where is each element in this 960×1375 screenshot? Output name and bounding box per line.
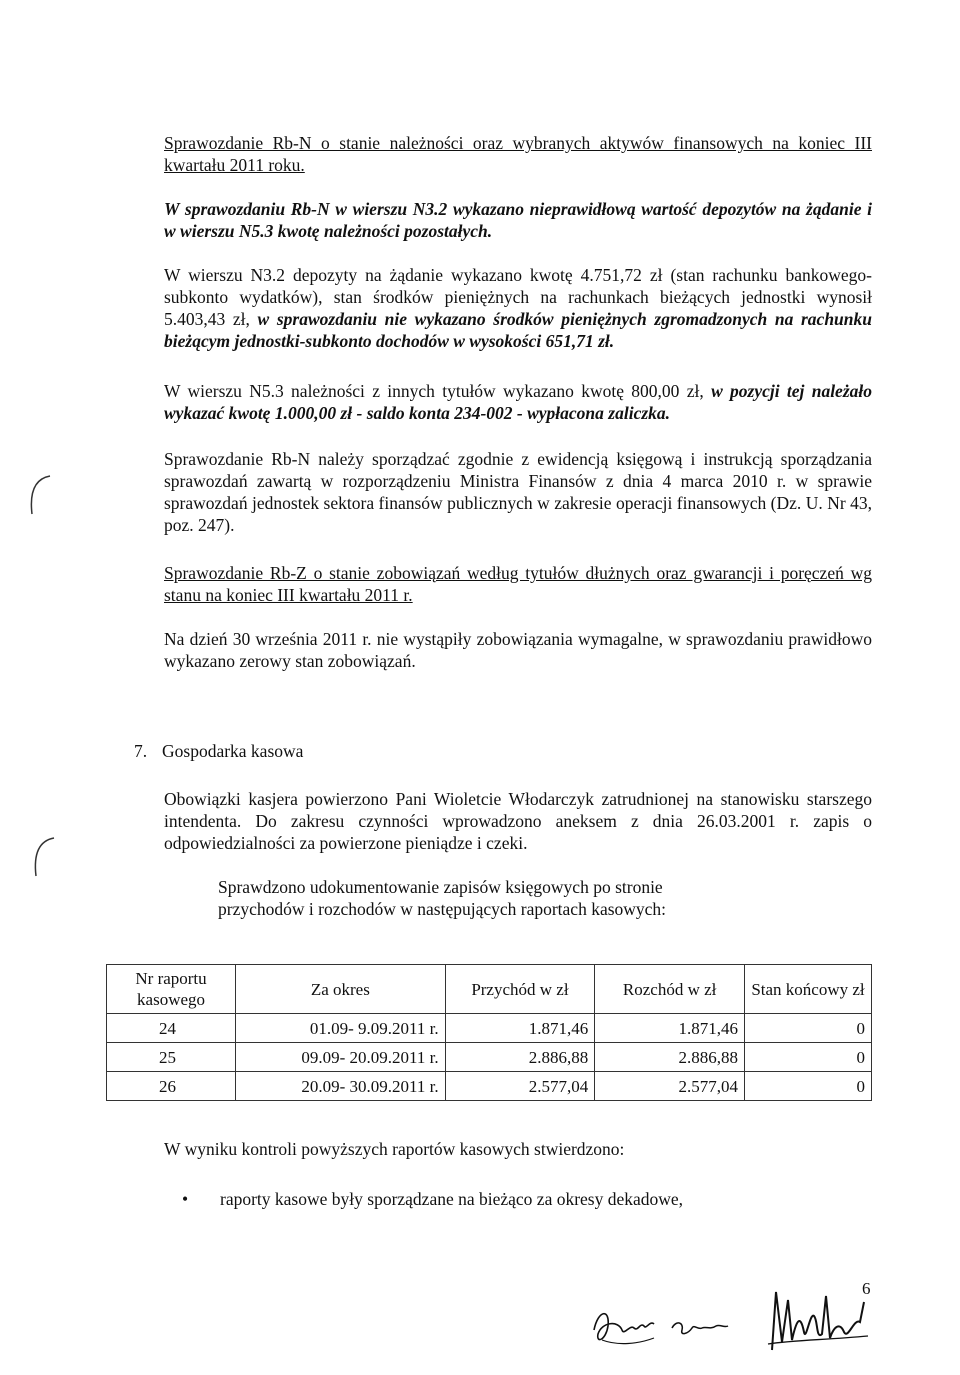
table-cell: 20.09- 30.09.2011 r. [236, 1072, 446, 1101]
table-cell: 2.577,04 [445, 1072, 595, 1101]
table-cell: 01.09- 9.09.2011 r. [236, 1014, 446, 1043]
table-cell: 26 [107, 1072, 236, 1101]
table-cell: 1.871,46 [445, 1014, 595, 1043]
rbn-paragraph-2 [164, 380, 872, 424]
rbn-finding: W sprawozdaniu Rb-N w wierszu N3.2 wykazano nieprawidłową wartość depozytów na żądanie i w wierszu N5.3 kwotę należności pozostałych. [164, 199, 872, 241]
table-cell: 0 [744, 1043, 871, 1072]
table-cell: 2.886,88 [595, 1043, 745, 1072]
rbn-paragraph-2-emphasis: w pozycji tej należało wykazać kwotę 1.000,00 zł - saldo konta 234-002 - wypłacona zaliczka. [164, 381, 872, 423]
section-7-paragraph-1: Obowiązki kasjera powierzono Pani Wioletcie Włodarczyk zatrudnionej na stanowisku starszego intendenta. Do zakresu czynności wprowadzono aneksem z dnia 26.03.2001 r. zapis o odpowiedzialności za powierzone pieniądze i czeki. [164, 789, 872, 853]
table-row [107, 1014, 872, 1043]
table-header-cell: Przychód w zł [445, 965, 595, 1014]
list-item-text: raporty kasowe były sporządzane na bieżąco za okresy dekadowe, [220, 1189, 684, 1209]
table-cell: 2.577,04 [595, 1072, 745, 1101]
table-header-cell: Za okres [236, 965, 446, 1014]
table-cell: 0 [744, 1072, 871, 1101]
section-7-number: 7. [134, 741, 148, 761]
table-cell: 24 [107, 1014, 236, 1043]
bullet-icon: • [182, 1189, 189, 1209]
section-7-heading [134, 740, 303, 762]
section-7-intro: Sprawdzono udokumentowanie zapisów księgowych po stronie przychodów i rozchodów w następujących raportach kasowych: [218, 877, 667, 919]
table-header-row [107, 965, 872, 1014]
scan-margin-mark-icon [22, 470, 52, 520]
rbn-section-title: Sprawozdanie Rb-N o stanie należności oraz wybranych aktywów finansowych na koniec III kwartału 2011 roku. [164, 133, 872, 175]
section-7-title: Gospodarka kasowa [162, 741, 304, 761]
table-cell: 1.871,46 [595, 1014, 745, 1043]
list-item [182, 1188, 872, 1210]
table-header-cell: Stan końcowy zł [744, 965, 871, 1014]
table-header-cell: Rozchód w zł [595, 965, 745, 1014]
rbn-paragraph-3: Sprawozdanie Rb-N należy sporządzać zgodnie z ewidencją księgową i instrukcją sporządzania sprawozdań zawartą w rozporządzeniu Ministra Finansów z dnia 4 marca 2010 r. w sprawie sprawozdań jednostek sektora finansów publicznych w zakresie operacji finansowych (Dz. U. Nr 43, poz. 247). [164, 449, 872, 535]
table-row [107, 1043, 872, 1072]
rbz-paragraph-1: Na dzień 30 września 2011 r. nie wystąpiły zobowiązania wymagalne, w sprawozdaniu prawidłowo wykazano zerowy stan zobowiązań. [164, 629, 872, 671]
rbz-section-title: Sprawozdanie Rb-Z o stanie zobowiązań według tytułów dłużnych oraz gwarancji i poręczeń wg stanu na koniec III kwartału 2011 r. [164, 563, 872, 605]
table-cell: 2.886,88 [445, 1043, 595, 1072]
rbn-paragraph-1 [164, 264, 872, 352]
rbn-paragraph-1-emphasis: w sprawozdaniu nie wykazano środków pieniężnych zgromadzonych na rachunku bieżącym jednostki-subkonto dochodów w wysokości 651,71 zł. [164, 309, 872, 351]
page-number: 6 [862, 1279, 871, 1298]
cash-reports-table [106, 964, 872, 1101]
handwritten-signature-right-icon [764, 1282, 874, 1356]
scan-margin-mark-icon [26, 832, 56, 882]
handwritten-signature-left-icon [588, 1300, 738, 1352]
table-cell: 25 [107, 1043, 236, 1072]
rbn-paragraph-2-text: W wierszu N5.3 należności z innych tytułów wykazano kwotę 800,00 zł, [164, 381, 712, 401]
conclusion-intro: W wyniku kontroli powyższych raportów kasowych stwierdzono: [164, 1139, 625, 1159]
table-cell: 09.09- 20.09.2011 r. [236, 1043, 446, 1072]
table-row [107, 1072, 872, 1101]
table-header-cell: Nr raportu kasowego [107, 965, 236, 1014]
table-cell: 0 [744, 1014, 871, 1043]
rbn-paragraph-1-text: W wierszu N3.2 depozyty na żądanie wykazano kwotę 4.751,72 zł (stan rachunku bankowego-subkonto wydatków), stan środków pieniężnych na rachunkach bieżących jednostki wynosił 5.403,43 zł, [164, 265, 872, 329]
